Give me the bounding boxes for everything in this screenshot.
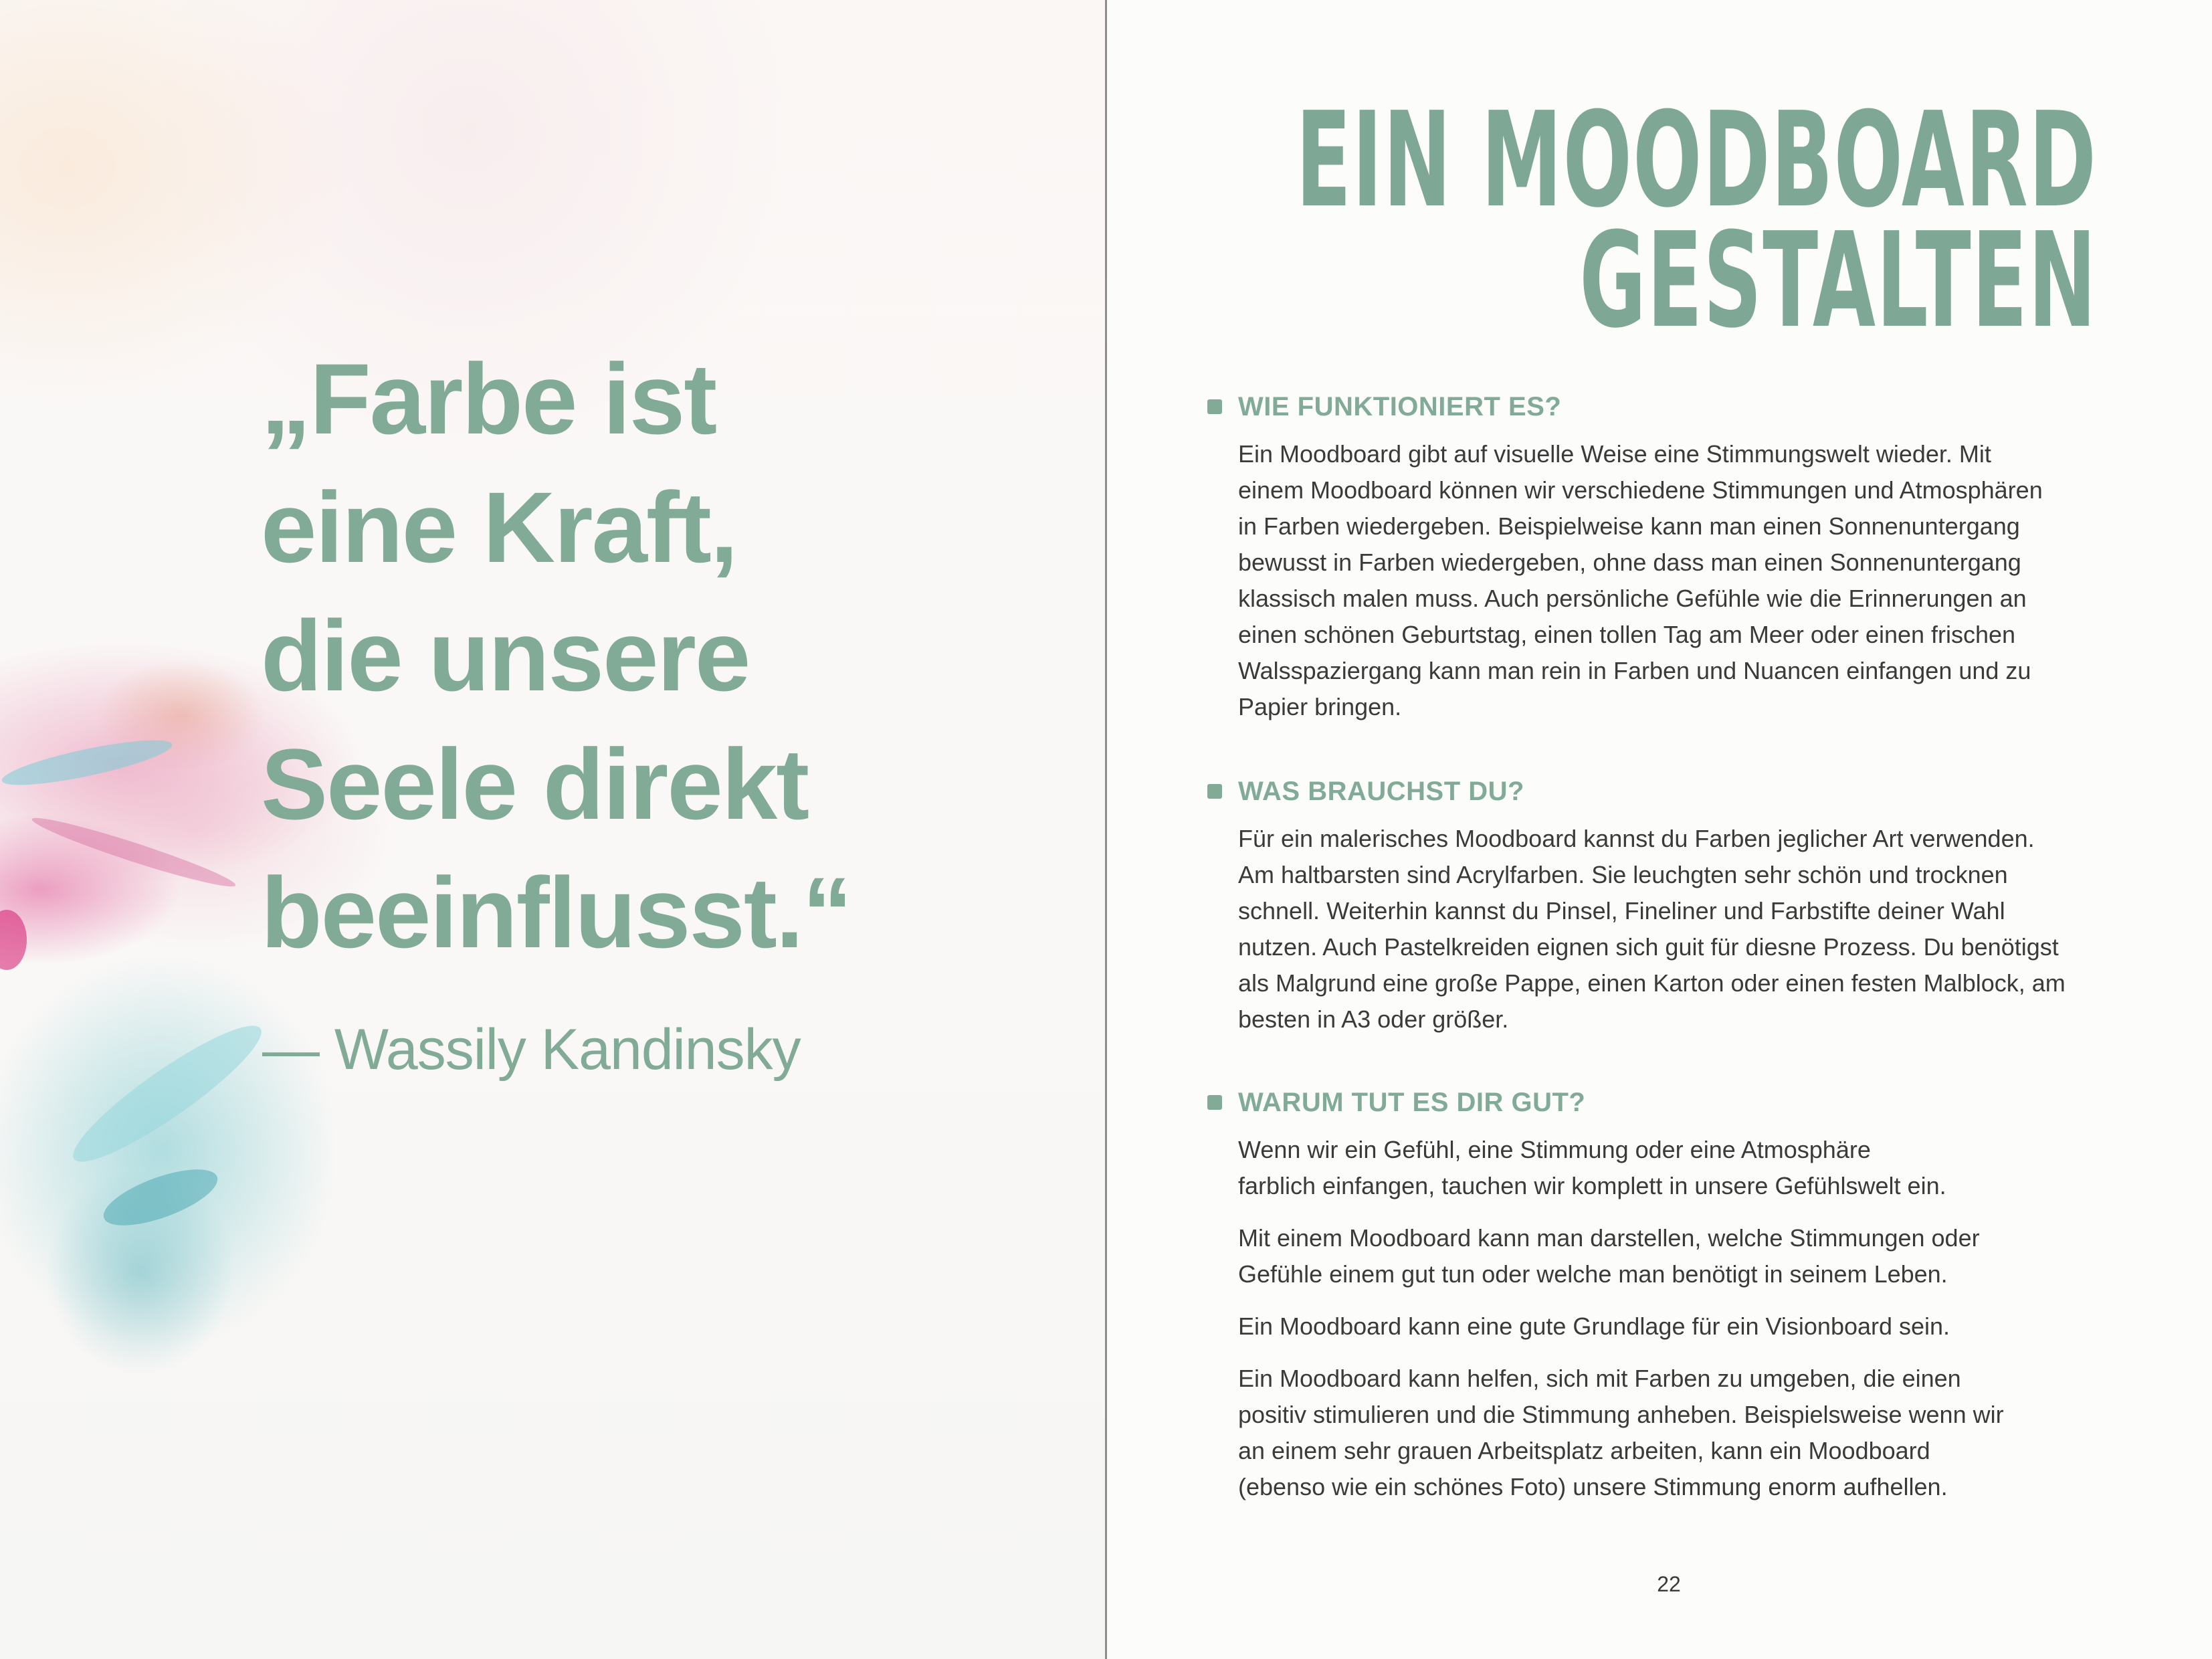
quote-line: die unsere	[261, 599, 750, 712]
title-line: GESTALTEN	[1579, 205, 2097, 357]
section-body	[1238, 436, 2197, 725]
quote	[261, 334, 1064, 977]
section-body	[1238, 1132, 2197, 1505]
body-line: Papier bringen.	[1238, 693, 1402, 720]
square-bullet-icon	[1207, 784, 1222, 799]
section-header	[1207, 1082, 2197, 1123]
body-line: einem Moodboard können wir verschiedene Stimmungen und Atmosphären	[1238, 476, 2043, 504]
section-title: WAS BRAUCHST DU?	[1238, 776, 1524, 806]
paint-stroke	[61, 1009, 274, 1178]
page-number: 22	[1657, 1572, 1681, 1596]
body-line: Gefühle einem gut tun oder welche man benötigt in seinem Leben.	[1238, 1260, 1948, 1288]
right-page	[1107, 0, 2212, 1659]
quote-line: Seele direkt	[261, 728, 809, 840]
body-line: in Farben wiedergeben. Beispielweise kann man einen Sonnenuntergang	[1238, 512, 2020, 540]
body-line: an einem sehr grauen Arbeitsplatz arbeiten, kann ein Moodboard	[1238, 1437, 1930, 1464]
section-header	[1207, 771, 2197, 811]
body-line: Ein Moodboard kann helfen, sich mit Farben zu umgeben, die einen	[1238, 1365, 1961, 1392]
body-line: Für ein malerisches Moodboard kannst du Farben jeglicher Art verwenden.	[1238, 825, 2035, 852]
body-line: Walsspaziergang kann man rein in Farben und Nuancen einfangen und zu	[1238, 657, 2031, 684]
body-line: positiv stimulieren und die Stimmung anheben. Beispielsweise wenn wir	[1238, 1401, 2004, 1428]
section-how-it-works	[1207, 387, 2197, 725]
body-line: schnell. Weiterhin kannst du Pinsel, Fineliner und Farbstifte deiner Wahl	[1238, 897, 2005, 924]
section-title: WIE FUNKTIONIERT ES?	[1238, 391, 1562, 421]
quote-author: — Wassily Kandinsky	[262, 1017, 801, 1082]
body-line: einen schönen Geburtstag, einen tollen Tag am Meer oder einen frischen	[1238, 621, 2016, 648]
paint-stroke	[29, 810, 239, 894]
section-body	[1238, 821, 2197, 1038]
body-line: als Malgrund eine große Pappe, einen Karton oder einen festen Malblock, am	[1238, 969, 2066, 997]
paint-stroke	[0, 910, 27, 970]
section-why-good	[1207, 1082, 2197, 1505]
body-line: bewusst in Farben wiedergeben, ohne dass man einen Sonnenuntergang	[1238, 549, 2021, 576]
paint-stroke	[0, 731, 175, 793]
quote-line: beeinflusst.“	[261, 856, 851, 969]
quote-line: eine Kraft,	[261, 471, 737, 583]
page-title	[805, 84, 2097, 357]
body-line: Wenn wir ein Gefühl, eine Stimmung oder eine Atmosphäre	[1238, 1136, 1871, 1163]
body-line: Ein Moodboard kann eine gute Grundlage für ein Visionboard sein.	[1238, 1312, 1950, 1340]
body-line: Ein Moodboard gibt auf visuelle Weise eine Stimmungswelt wieder. Mit	[1238, 440, 1991, 468]
section-what-you-need	[1207, 771, 2197, 1038]
body-line: besten in A3 oder größer.	[1238, 1005, 1509, 1033]
square-bullet-icon	[1207, 1095, 1222, 1110]
body-line: (ebenso wie ein schönes Foto) unsere Stimmung enorm aufhellen.	[1238, 1473, 1948, 1500]
section-header	[1207, 387, 2197, 427]
body-line: klassisch malen muss. Auch persönliche Gefühle wie die Erinnerungen an	[1238, 585, 2027, 612]
body-line: nutzen. Auch Pastelkreiden eignen sich guit für diesne Prozess. Du benötigst	[1238, 933, 2059, 961]
title-line: EIN MOODBOARD	[1296, 84, 2097, 237]
quote-line: „Farbe ist	[261, 343, 716, 455]
square-bullet-icon	[1207, 399, 1222, 414]
body-line: farblich einfangen, tauchen wir komplett in unsere Gefühlswelt ein.	[1238, 1172, 1946, 1199]
body-line: Mit einem Moodboard kann man darstellen, welche Stimmungen oder	[1238, 1224, 1980, 1252]
body-line: Am haltbarsten sind Acrylfarben. Sie leuchgten sehr schön und trocknen	[1238, 861, 2008, 888]
paint-stroke	[97, 1158, 224, 1237]
section-title: WARUM TUT ES DIR GUT?	[1238, 1087, 1586, 1117]
